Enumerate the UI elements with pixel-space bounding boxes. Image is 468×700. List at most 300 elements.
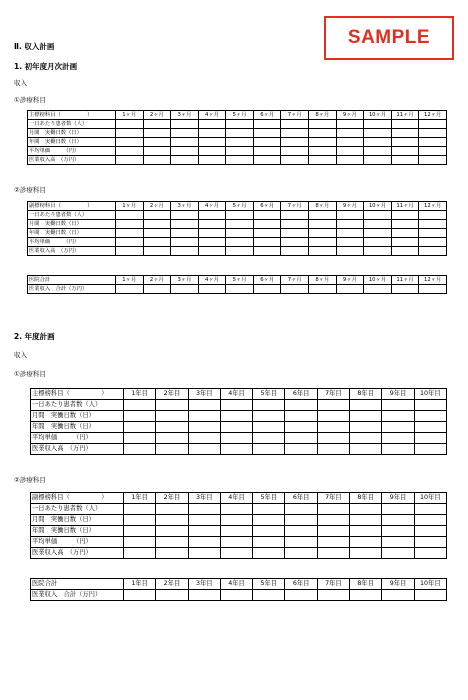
annual-plan-title: 2. 年度計画	[14, 332, 55, 341]
input-cell[interactable]	[198, 238, 226, 247]
input-cell[interactable]	[414, 526, 446, 537]
input-cell[interactable]	[419, 220, 447, 229]
input-cell[interactable]	[171, 220, 199, 229]
input-cell[interactable]	[198, 147, 226, 156]
input-cell[interactable]	[253, 220, 281, 229]
input-cell[interactable]	[171, 120, 199, 129]
input-cell[interactable]	[336, 247, 364, 256]
row-label: 年間 実働日数（日）	[31, 526, 124, 537]
input-cell[interactable]	[419, 138, 447, 147]
input-cell[interactable]	[143, 147, 171, 156]
row-label: 年間 実働日数（日）	[28, 229, 116, 238]
input-cell[interactable]	[317, 537, 349, 548]
input-cell[interactable]	[116, 247, 144, 256]
row-label: 平均単価 （円）	[28, 147, 116, 156]
input-cell[interactable]	[156, 590, 188, 601]
input-cell[interactable]	[156, 515, 188, 526]
input-cell[interactable]	[226, 147, 254, 156]
input-cell[interactable]	[198, 220, 226, 229]
input-cell[interactable]	[350, 400, 382, 411]
input-cell[interactable]	[285, 411, 317, 422]
input-cell[interactable]	[414, 504, 446, 515]
period-column-header: 9年目	[382, 579, 414, 590]
period-column-header: 2ヶ月	[143, 276, 171, 285]
input-cell[interactable]	[253, 229, 281, 238]
input-cell[interactable]	[350, 526, 382, 537]
input-cell[interactable]	[253, 444, 285, 455]
input-cell[interactable]	[188, 433, 220, 444]
input-cell[interactable]	[414, 433, 446, 444]
input-cell[interactable]	[414, 515, 446, 526]
table-header-label: 副標榜科目（ ）	[31, 493, 124, 504]
table-header-row	[31, 579, 447, 590]
input-cell[interactable]	[253, 422, 285, 433]
input-cell[interactable]	[143, 247, 171, 256]
input-cell[interactable]	[116, 156, 144, 165]
input-cell[interactable]	[317, 504, 349, 515]
input-cell[interactable]	[220, 590, 252, 601]
input-cell[interactable]	[171, 285, 199, 294]
input-cell[interactable]	[198, 156, 226, 165]
input-cell[interactable]	[220, 537, 252, 548]
input-cell[interactable]	[124, 400, 156, 411]
input-cell[interactable]	[116, 147, 144, 156]
input-cell[interactable]	[281, 120, 309, 129]
table-row	[28, 156, 447, 165]
input-cell[interactable]	[156, 548, 188, 559]
input-cell[interactable]	[220, 515, 252, 526]
input-cell[interactable]	[364, 247, 392, 256]
input-cell[interactable]	[317, 422, 349, 433]
input-cell[interactable]	[124, 537, 156, 548]
input-cell[interactable]	[226, 220, 254, 229]
period-column-header: 10ヶ月	[364, 276, 392, 285]
input-cell[interactable]	[391, 138, 419, 147]
monthly-dept1-label: ①診療科目	[14, 96, 46, 104]
input-cell[interactable]	[364, 220, 392, 229]
period-column-header: 8ヶ月	[309, 111, 337, 120]
input-cell[interactable]	[116, 229, 144, 238]
input-cell[interactable]	[143, 285, 171, 294]
input-cell[interactable]	[253, 211, 281, 220]
input-cell[interactable]	[171, 147, 199, 156]
input-cell[interactable]	[220, 526, 252, 537]
input-cell[interactable]	[382, 504, 414, 515]
input-cell[interactable]	[419, 285, 447, 294]
input-cell[interactable]	[116, 220, 144, 229]
period-column-header: 5ヶ月	[226, 276, 254, 285]
period-column-header: 1ヶ月	[116, 111, 144, 120]
input-cell[interactable]	[171, 247, 199, 256]
input-cell[interactable]	[220, 411, 252, 422]
input-cell[interactable]	[281, 247, 309, 256]
period-column-header: 4ヶ月	[198, 276, 226, 285]
input-cell[interactable]	[220, 548, 252, 559]
input-cell[interactable]	[336, 220, 364, 229]
monthly-income-label: 収入	[14, 79, 27, 87]
input-cell[interactable]	[124, 548, 156, 559]
input-cell[interactable]	[188, 590, 220, 601]
input-cell[interactable]	[309, 129, 337, 138]
input-cell[interactable]	[143, 211, 171, 220]
input-cell[interactable]	[382, 433, 414, 444]
input-cell[interactable]	[253, 504, 285, 515]
input-cell[interactable]	[226, 129, 254, 138]
input-cell[interactable]	[281, 156, 309, 165]
input-cell[interactable]	[419, 238, 447, 247]
input-cell[interactable]	[364, 129, 392, 138]
input-cell[interactable]	[317, 515, 349, 526]
input-cell[interactable]	[309, 229, 337, 238]
input-cell[interactable]	[336, 147, 364, 156]
period-column-header: 6ヶ月	[253, 111, 281, 120]
input-cell[interactable]	[188, 422, 220, 433]
input-cell[interactable]	[143, 238, 171, 247]
input-cell[interactable]	[253, 548, 285, 559]
input-cell[interactable]	[285, 400, 317, 411]
monthly-dept2-label: ②診療科目	[14, 186, 46, 194]
input-cell[interactable]	[419, 120, 447, 129]
input-cell[interactable]	[226, 156, 254, 165]
input-cell[interactable]	[391, 285, 419, 294]
input-cell[interactable]	[188, 504, 220, 515]
input-cell[interactable]	[198, 138, 226, 147]
table-row	[31, 515, 447, 526]
input-cell[interactable]	[116, 138, 144, 147]
input-cell[interactable]	[226, 247, 254, 256]
input-cell[interactable]	[414, 422, 446, 433]
input-cell[interactable]	[285, 590, 317, 601]
period-column-header: 11ヶ月	[391, 276, 419, 285]
table-header-label: 副標榜科目（ ）	[28, 202, 116, 211]
input-cell[interactable]	[336, 238, 364, 247]
input-cell[interactable]	[171, 138, 199, 147]
input-cell[interactable]	[253, 247, 281, 256]
input-cell[interactable]	[309, 211, 337, 220]
input-cell[interactable]	[285, 422, 317, 433]
input-cell[interactable]	[414, 548, 446, 559]
input-cell[interactable]	[317, 526, 349, 537]
input-cell[interactable]	[156, 422, 188, 433]
input-cell[interactable]	[391, 120, 419, 129]
input-cell[interactable]	[382, 526, 414, 537]
input-cell[interactable]	[156, 526, 188, 537]
input-cell[interactable]	[350, 422, 382, 433]
input-cell[interactable]	[414, 537, 446, 548]
input-cell[interactable]	[317, 548, 349, 559]
input-cell[interactable]	[156, 444, 188, 455]
input-cell[interactable]	[188, 548, 220, 559]
input-cell[interactable]	[220, 433, 252, 444]
input-cell[interactable]	[350, 433, 382, 444]
table-row	[31, 526, 447, 537]
input-cell[interactable]	[414, 590, 446, 601]
input-cell[interactable]	[364, 138, 392, 147]
input-cell[interactable]	[364, 156, 392, 165]
input-cell[interactable]	[124, 422, 156, 433]
monthly-plan-title: 1. 初年度月次計画	[14, 62, 78, 71]
input-cell[interactable]	[336, 129, 364, 138]
period-column-header: 5年目	[253, 579, 285, 590]
input-cell[interactable]	[419, 147, 447, 156]
input-cell[interactable]	[364, 229, 392, 238]
input-cell[interactable]	[309, 147, 337, 156]
input-cell[interactable]	[253, 147, 281, 156]
period-column-header: 2年目	[156, 389, 188, 400]
input-cell[interactable]	[382, 590, 414, 601]
input-cell[interactable]	[364, 211, 392, 220]
input-cell[interactable]	[419, 129, 447, 138]
period-column-header: 7年目	[317, 389, 349, 400]
input-cell[interactable]	[309, 120, 337, 129]
input-cell[interactable]	[382, 422, 414, 433]
input-cell[interactable]	[281, 285, 309, 294]
input-cell[interactable]	[188, 526, 220, 537]
input-cell[interactable]	[188, 411, 220, 422]
period-column-header: 6年目	[285, 389, 317, 400]
input-cell[interactable]	[198, 211, 226, 220]
input-cell[interactable]	[188, 400, 220, 411]
input-cell[interactable]	[317, 400, 349, 411]
input-cell[interactable]	[285, 526, 317, 537]
period-column-header: 4ヶ月	[198, 111, 226, 120]
input-cell[interactable]	[382, 515, 414, 526]
input-cell[interactable]	[317, 444, 349, 455]
input-cell[interactable]	[143, 156, 171, 165]
input-cell[interactable]	[226, 229, 254, 238]
input-cell[interactable]	[391, 147, 419, 156]
input-cell[interactable]	[220, 444, 252, 455]
table-row	[28, 138, 447, 147]
input-cell[interactable]	[350, 504, 382, 515]
row-label: 月間 実働日数（日）	[31, 411, 124, 422]
period-column-header: 4年目	[220, 579, 252, 590]
period-column-header: 5年目	[253, 389, 285, 400]
input-cell[interactable]	[124, 515, 156, 526]
period-column-header: 12ヶ月	[419, 202, 447, 211]
input-cell[interactable]	[198, 247, 226, 256]
input-cell[interactable]	[285, 504, 317, 515]
table-row	[28, 238, 447, 247]
input-cell[interactable]	[171, 238, 199, 247]
input-cell[interactable]	[281, 129, 309, 138]
input-cell[interactable]	[253, 285, 281, 294]
table-row	[28, 147, 447, 156]
input-cell[interactable]	[198, 229, 226, 238]
input-cell[interactable]	[143, 138, 171, 147]
input-cell[interactable]	[253, 156, 281, 165]
table-row	[31, 400, 447, 411]
input-cell[interactable]	[391, 211, 419, 220]
period-column-header: 6年目	[285, 579, 317, 590]
input-cell[interactable]	[336, 156, 364, 165]
period-column-header: 11ヶ月	[391, 111, 419, 120]
input-cell[interactable]	[309, 238, 337, 247]
input-cell[interactable]	[226, 285, 254, 294]
input-cell[interactable]	[414, 444, 446, 455]
input-cell[interactable]	[188, 537, 220, 548]
input-cell[interactable]	[156, 504, 188, 515]
input-cell[interactable]	[143, 229, 171, 238]
input-cell[interactable]	[220, 400, 252, 411]
input-cell[interactable]	[116, 285, 144, 294]
input-cell[interactable]	[253, 537, 285, 548]
input-cell[interactable]	[391, 220, 419, 229]
input-cell[interactable]	[382, 548, 414, 559]
input-cell[interactable]	[143, 120, 171, 129]
input-cell[interactable]	[350, 590, 382, 601]
input-cell[interactable]	[350, 411, 382, 422]
input-cell[interactable]	[309, 138, 337, 147]
period-column-header: 8年目	[350, 579, 382, 590]
row-label: 年間 実働日数（日）	[28, 138, 116, 147]
input-cell[interactable]	[281, 211, 309, 220]
input-cell[interactable]	[253, 238, 281, 247]
input-cell[interactable]	[253, 120, 281, 129]
input-cell[interactable]	[414, 411, 446, 422]
table-row	[28, 220, 447, 229]
input-cell[interactable]	[253, 433, 285, 444]
input-cell[interactable]	[364, 285, 392, 294]
input-cell[interactable]	[124, 590, 156, 601]
input-cell[interactable]	[336, 138, 364, 147]
input-cell[interactable]	[285, 515, 317, 526]
input-cell[interactable]	[156, 537, 188, 548]
input-cell[interactable]	[309, 247, 337, 256]
input-cell[interactable]	[419, 229, 447, 238]
input-cell[interactable]	[281, 138, 309, 147]
period-column-header: 2ヶ月	[143, 111, 171, 120]
input-cell[interactable]	[364, 238, 392, 247]
input-cell[interactable]	[156, 400, 188, 411]
period-column-header: 1ヶ月	[116, 276, 144, 285]
input-cell[interactable]	[350, 548, 382, 559]
input-cell[interactable]	[198, 285, 226, 294]
input-cell[interactable]	[364, 120, 392, 129]
input-cell[interactable]	[317, 590, 349, 601]
input-cell[interactable]	[336, 229, 364, 238]
input-cell[interactable]	[309, 156, 337, 165]
input-cell[interactable]	[124, 504, 156, 515]
table-row	[28, 129, 447, 138]
input-cell[interactable]	[124, 433, 156, 444]
row-label: 医業収入 合計（万円）	[28, 285, 116, 294]
annual-dept1-table	[30, 388, 447, 455]
input-cell[interactable]	[253, 129, 281, 138]
input-cell[interactable]	[171, 156, 199, 165]
period-column-header: 9ヶ月	[336, 276, 364, 285]
input-cell[interactable]	[220, 504, 252, 515]
input-cell[interactable]	[285, 537, 317, 548]
input-cell[interactable]	[253, 411, 285, 422]
input-cell[interactable]	[116, 238, 144, 247]
period-column-header: 1年目	[124, 389, 156, 400]
input-cell[interactable]	[253, 590, 285, 601]
input-cell[interactable]	[156, 411, 188, 422]
period-column-header: 7年目	[317, 579, 349, 590]
input-cell[interactable]	[171, 211, 199, 220]
input-cell[interactable]	[285, 433, 317, 444]
input-cell[interactable]	[382, 444, 414, 455]
input-cell[interactable]	[188, 515, 220, 526]
input-cell[interactable]	[253, 526, 285, 537]
input-cell[interactable]	[364, 147, 392, 156]
input-cell[interactable]	[309, 220, 337, 229]
input-cell[interactable]	[336, 211, 364, 220]
input-cell[interactable]	[143, 129, 171, 138]
input-cell[interactable]	[281, 147, 309, 156]
input-cell[interactable]	[419, 211, 447, 220]
input-cell[interactable]	[124, 444, 156, 455]
input-cell[interactable]	[309, 285, 337, 294]
input-cell[interactable]	[336, 285, 364, 294]
input-cell[interactable]	[116, 120, 144, 129]
input-cell[interactable]	[226, 238, 254, 247]
input-cell[interactable]	[171, 129, 199, 138]
row-label: 医業収入高 （万円）	[28, 247, 116, 256]
period-column-header: 11ヶ月	[391, 202, 419, 211]
input-cell[interactable]	[391, 238, 419, 247]
input-cell[interactable]	[391, 129, 419, 138]
input-cell[interactable]	[124, 526, 156, 537]
table-row	[31, 504, 447, 515]
input-cell[interactable]	[281, 238, 309, 247]
input-cell[interactable]	[143, 220, 171, 229]
input-cell[interactable]	[391, 156, 419, 165]
input-cell[interactable]	[419, 247, 447, 256]
input-cell[interactable]	[391, 229, 419, 238]
input-cell[interactable]	[281, 220, 309, 229]
input-cell[interactable]	[391, 247, 419, 256]
input-cell[interactable]	[116, 211, 144, 220]
input-cell[interactable]	[414, 400, 446, 411]
row-label: 一日あたり患者数（人）	[28, 211, 116, 220]
input-cell[interactable]	[382, 537, 414, 548]
input-cell[interactable]	[382, 400, 414, 411]
input-cell[interactable]	[156, 433, 188, 444]
input-cell[interactable]	[350, 444, 382, 455]
period-column-header: 5年目	[253, 493, 285, 504]
input-cell[interactable]	[226, 120, 254, 129]
input-cell[interactable]	[285, 548, 317, 559]
input-cell[interactable]	[220, 422, 252, 433]
row-label: 一日あたり患者数（人）	[28, 120, 116, 129]
input-cell[interactable]	[281, 229, 309, 238]
period-column-header: 10年目	[414, 579, 446, 590]
period-column-header: 2年目	[156, 493, 188, 504]
input-cell[interactable]	[419, 156, 447, 165]
input-cell[interactable]	[285, 444, 317, 455]
input-cell[interactable]	[116, 129, 144, 138]
table-row	[28, 285, 447, 294]
input-cell[interactable]	[336, 120, 364, 129]
input-cell[interactable]	[226, 211, 254, 220]
input-cell[interactable]	[350, 537, 382, 548]
input-cell[interactable]	[198, 120, 226, 129]
input-cell[interactable]	[188, 444, 220, 455]
input-cell[interactable]	[253, 515, 285, 526]
input-cell[interactable]	[171, 229, 199, 238]
input-cell[interactable]	[382, 411, 414, 422]
input-cell[interactable]	[253, 138, 281, 147]
input-cell[interactable]	[317, 411, 349, 422]
input-cell[interactable]	[350, 515, 382, 526]
input-cell[interactable]	[226, 138, 254, 147]
input-cell[interactable]	[198, 129, 226, 138]
input-cell[interactable]	[253, 400, 285, 411]
input-cell[interactable]	[317, 433, 349, 444]
input-cell[interactable]	[124, 411, 156, 422]
